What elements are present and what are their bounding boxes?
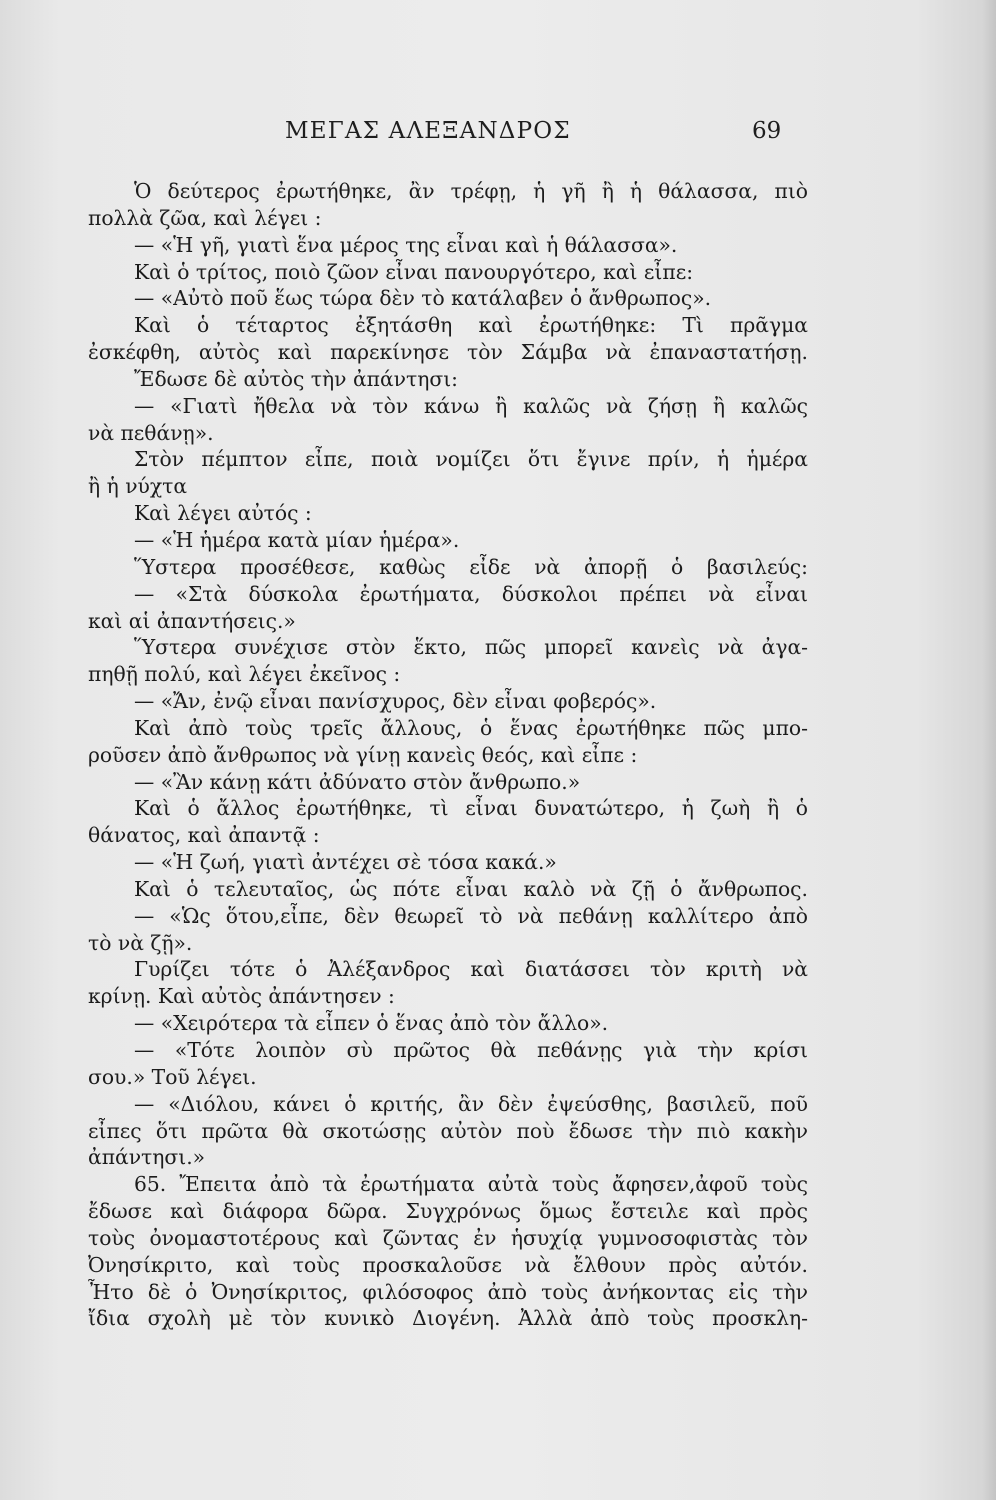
text-line: τὸ νὰ ζῇ». <box>88 930 193 955</box>
text-line: — «Αὐτὸ ποῦ ἕως τώρα δὲν τὸ κατάλαβεν ὁ ἄνθρωπος». <box>134 286 712 311</box>
text-line: Καὶ ὁ τελευταῖος, ὡς πότε εἶναι καλὸ νὰ ζῇ ὁ ἄνθρωπος. <box>134 876 808 901</box>
text-line: Ἔδωσε δὲ αὐτὸς τὴν ἀπάντησι: <box>134 366 458 391</box>
body-text <box>88 178 808 1332</box>
text-line: πηθῇ πολύ, καὶ λέγει ἐκεῖνος : <box>88 662 401 687</box>
text-line: Καὶ ὁ ἄλλος ἐρωτήθηκε, τὶ εἶναι δυνατώτερο, ἡ ζωὴ ἢ ὁ <box>134 796 808 821</box>
text-line: καὶ αἱ ἀπαντήσεις.» <box>88 608 296 633</box>
page-header <box>0 118 996 152</box>
text-line: — «Διόλου, κάνει ὁ κριτής, ἂν δὲν ἐψεύσθης, βασιλεῦ, ποῦ <box>134 1091 808 1116</box>
text-line: εἶπες ὅτι πρῶτα θὰ σκοτώσῃς αὐτὸν ποὺ ἔδωσε τὴν πιὸ κακὴν <box>88 1118 808 1143</box>
text-line: — «Στὰ δύσκολα ἐρωτήματα, δύσκολοι πρέπει νὰ εἶναι <box>134 581 808 606</box>
text-line: Ὀνησίκριτο, καὶ τοὺς προσκαλοῦσε νὰ ἔλθουν πρὸς αὐτόν. <box>88 1252 808 1277</box>
text-line: Στὸν πέμπτον εἶπε, ποιὰ νομίζει ὅτι ἔγινε πρίν, ἡ ἡμέρα <box>134 447 808 472</box>
text-line: ἀπάντησι.» <box>88 1145 206 1170</box>
text-line: πολλὰ ζῶα, καὶ λέγει : <box>88 205 322 230</box>
text-line: Ἦτο δὲ ὁ Ὀνησίκριτος, φιλόσοφος ἀπὸ τοὺς ἀνήκοντας εἰς τὴν <box>88 1279 808 1304</box>
text-line: — «Ἄν, ἐνῷ εἶναι πανίσχυρος, δὲν εἶναι φοβερός». <box>134 689 657 714</box>
text-line: Ὁ δεύτερος ἐρωτήθηκε, ἂν τρέφῃ, ἡ γῆ ἢ ἡ θάλασσα, πιὸ <box>134 179 808 203</box>
text-line: — «Ὡς ὅτου,εἶπε, δὲν θεωρεῖ τὸ νὰ πεθάνῃ καλλίτερο ἀπὸ <box>134 903 808 928</box>
text-line: — «Γιατὶ ἤθελα νὰ τὸν κάνω ἢ καλῶς νὰ ζήσῃ ἢ καλῶς <box>134 393 808 418</box>
text-line: Καὶ ὁ τέταρτος ἐξητάσθη καὶ ἐρωτήθηκε: Τὶ πρᾶγμα <box>134 313 808 338</box>
text-line: Καὶ λέγει αὐτός : <box>134 501 312 526</box>
text-line: 65. Ἔπειτα ἀπὸ τὰ ἐρωτήματα αὐτὰ τοὺς ἄφησεν,ἀφοῦ τοὺς <box>134 1172 808 1197</box>
text-line: ἔδωσε καὶ διάφορα δῶρα. Συγχρόνως ὅμως ἔστειλε καὶ πρὸς <box>88 1199 808 1224</box>
text-line: — «Ἡ ἡμέρα κατὰ μίαν ἡμέρα». <box>134 527 460 552</box>
running-title: ΜΕΓΑΣ ΑΛΕΞΑΝΔΡΟΣ <box>285 118 571 144</box>
text-line: — «Τότε λοιπὸν σὺ πρῶτος θὰ πεθάνῃς γιὰ τὴν κρίσι <box>134 1038 808 1062</box>
page-edge-shadow <box>982 0 996 1500</box>
text-line: θάνατος, καὶ ἀπαντᾷ : <box>88 823 320 848</box>
text-line: κρίνῃ. Καὶ αὐτὸς ἀπάντησεν : <box>88 984 395 1009</box>
text-line: ἐσκέφθη, αὐτὸς καὶ παρεκίνησε τὸν Σάμβα νὰ ἐπαναστατήσῃ. <box>88 340 808 365</box>
text-line: Ὕστερα προσέθεσε, καθὼς εἶδε νὰ ἀπορῇ ὁ βασιλεύς: <box>134 554 808 579</box>
text-line: Ὕστερα συνέχισε στὸν ἕκτο, πῶς μπορεῖ κανεὶς νὰ ἀγα- <box>134 635 808 660</box>
text-line: — «Χειρότερα τὰ εἶπεν ὁ ἕνας ἀπὸ τὸν ἄλλο». <box>134 1011 609 1036</box>
text-line: — «Ἡ ζωή, γιατὶ ἀντέχει σὲ τόσα κακά.» <box>134 850 557 875</box>
text-line: ἴδια σχολὴ μὲ τὸν κυνικὸ Διογένη. Ἀλλὰ ἀπὸ τοὺς προσκλη- <box>88 1306 808 1331</box>
text-line: νὰ πεθάνῃ». <box>88 420 214 445</box>
text-line: — «Ἂν κάνῃ κάτι ἀδύνατο στὸν ἄνθρωπο.» <box>134 769 581 794</box>
text-line: τοὺς ὀνομαστοτέρους καὶ ζῶντας ἐν ἡσυχίᾳ γυμνοσοφιστὰς τὸν <box>88 1225 808 1250</box>
text-line: Καὶ ἀπὸ τοὺς τρεῖς ἄλλους, ὁ ἕνας ἐρωτήθηκε πῶς μπο- <box>134 715 808 740</box>
text-line: σου.» Τοῦ λέγει. <box>88 1064 257 1089</box>
text-line: ἢ ἡ νύχτα <box>88 474 188 499</box>
page-number: 69 <box>752 118 782 144</box>
text-line: Καὶ ὁ τρίτος, ποιὸ ζῶον εἶναι πανουργότερο, καὶ εἶπε: <box>134 259 694 284</box>
text-line: ροῦσεν ἀπὸ ἄνθρωπος νὰ γίνῃ κανεὶς θεός, καὶ εἶπε : <box>88 742 638 767</box>
text-line: Γυρίζει τότε ὁ Ἀλέξανδρος καὶ διατάσσει τὸν κριτὴ νὰ <box>134 957 808 982</box>
text-line: — «Ἡ γῆ, γιατὶ ἕνα μέρος της εἶναι καὶ ἡ θάλασσα». <box>134 232 678 257</box>
